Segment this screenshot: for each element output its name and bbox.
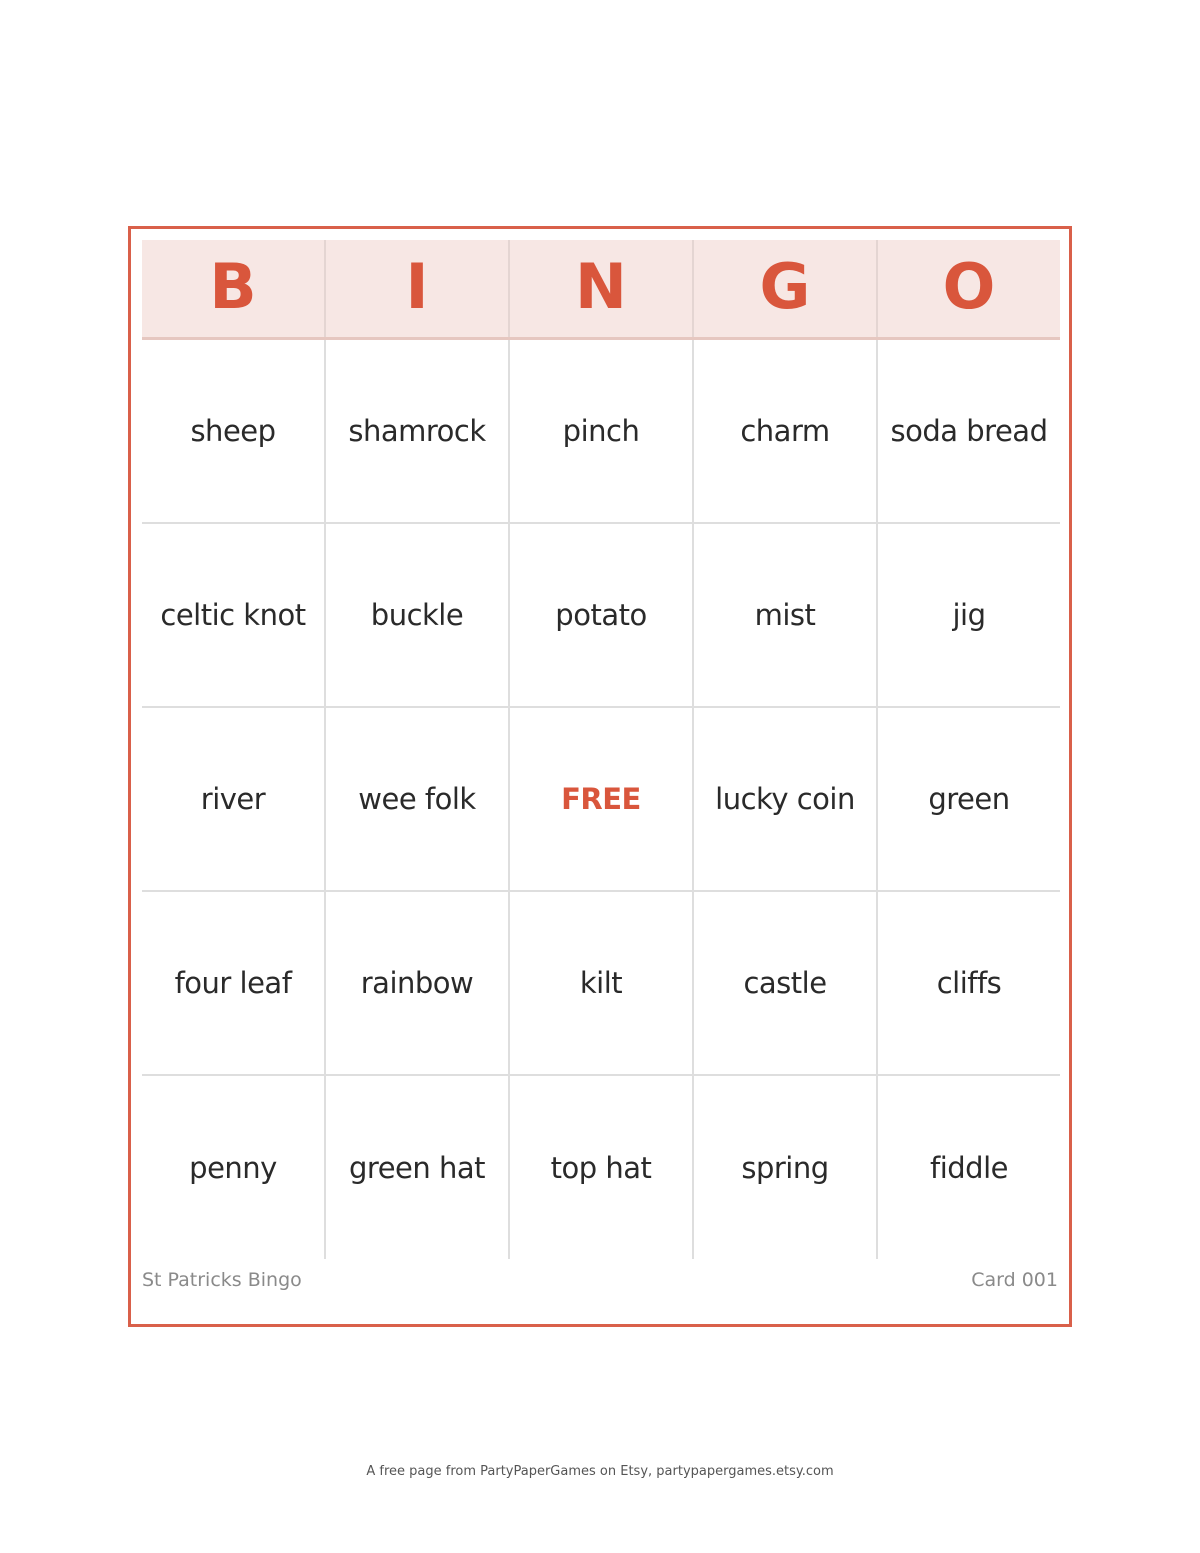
bingo-cell[interactable]: spring xyxy=(694,1076,878,1259)
free-space-cell[interactable]: FREE xyxy=(510,708,694,890)
bingo-cell[interactable]: castle xyxy=(694,892,878,1074)
bingo-cell[interactable]: soda bread xyxy=(890,414,1048,448)
page-footer-credit: A free page from PartyPaperGames on Etsy, partypapergames.etsy.com xyxy=(366,1464,834,1479)
bingo-cell[interactable]: top hat xyxy=(510,1076,694,1259)
header-letter-i: I xyxy=(326,240,510,337)
bingo-row xyxy=(142,524,1060,708)
bingo-row xyxy=(142,1076,1060,1259)
bingo-cell[interactable]: wee folk xyxy=(326,708,510,890)
bingo-cell[interactable]: buckle xyxy=(326,524,510,706)
bingo-cell[interactable]: pinch xyxy=(510,340,694,522)
bingo-cell[interactable]: fiddle xyxy=(930,1150,1008,1185)
bingo-cell[interactable]: river xyxy=(142,708,326,890)
bingo-cell[interactable]: kilt xyxy=(510,892,694,1074)
card-title: St Patricks Bingo xyxy=(142,1269,302,1291)
bingo-card xyxy=(128,226,1072,1327)
bingo-cell[interactable]: rainbow xyxy=(326,892,510,1074)
bingo-row xyxy=(142,340,1060,524)
bingo-cell[interactable]: mist xyxy=(694,524,878,706)
bingo-cell[interactable]: four leaf xyxy=(142,892,326,1074)
bingo-cell[interactable]: green hat xyxy=(326,1076,510,1259)
bingo-cell[interactable]: shamrock xyxy=(326,340,510,522)
bingo-row xyxy=(142,892,1060,1076)
bingo-cell[interactable]: lucky coin xyxy=(694,708,878,890)
header-letter-b: B xyxy=(142,240,326,337)
bingo-cell[interactable]: charm xyxy=(694,340,878,522)
card-number: Card 001 xyxy=(971,1269,1058,1291)
bingo-header-row xyxy=(142,240,1060,340)
bingo-cell[interactable]: potato xyxy=(510,524,694,706)
bingo-grid xyxy=(142,240,1060,1259)
bingo-cell[interactable]: sheep xyxy=(142,340,326,522)
bingo-cell[interactable]: penny xyxy=(142,1076,326,1259)
bingo-cell[interactable]: celtic knot xyxy=(142,524,326,706)
header-letter-g: G xyxy=(694,240,878,337)
bingo-cell[interactable]: cliffs xyxy=(936,966,1002,1000)
bingo-cell[interactable]: green xyxy=(928,782,1010,816)
bingo-cell[interactable]: jig xyxy=(952,598,986,632)
bingo-row xyxy=(142,708,1060,892)
header-letter-o: O xyxy=(942,250,996,323)
header-letter-n: N xyxy=(510,240,694,337)
